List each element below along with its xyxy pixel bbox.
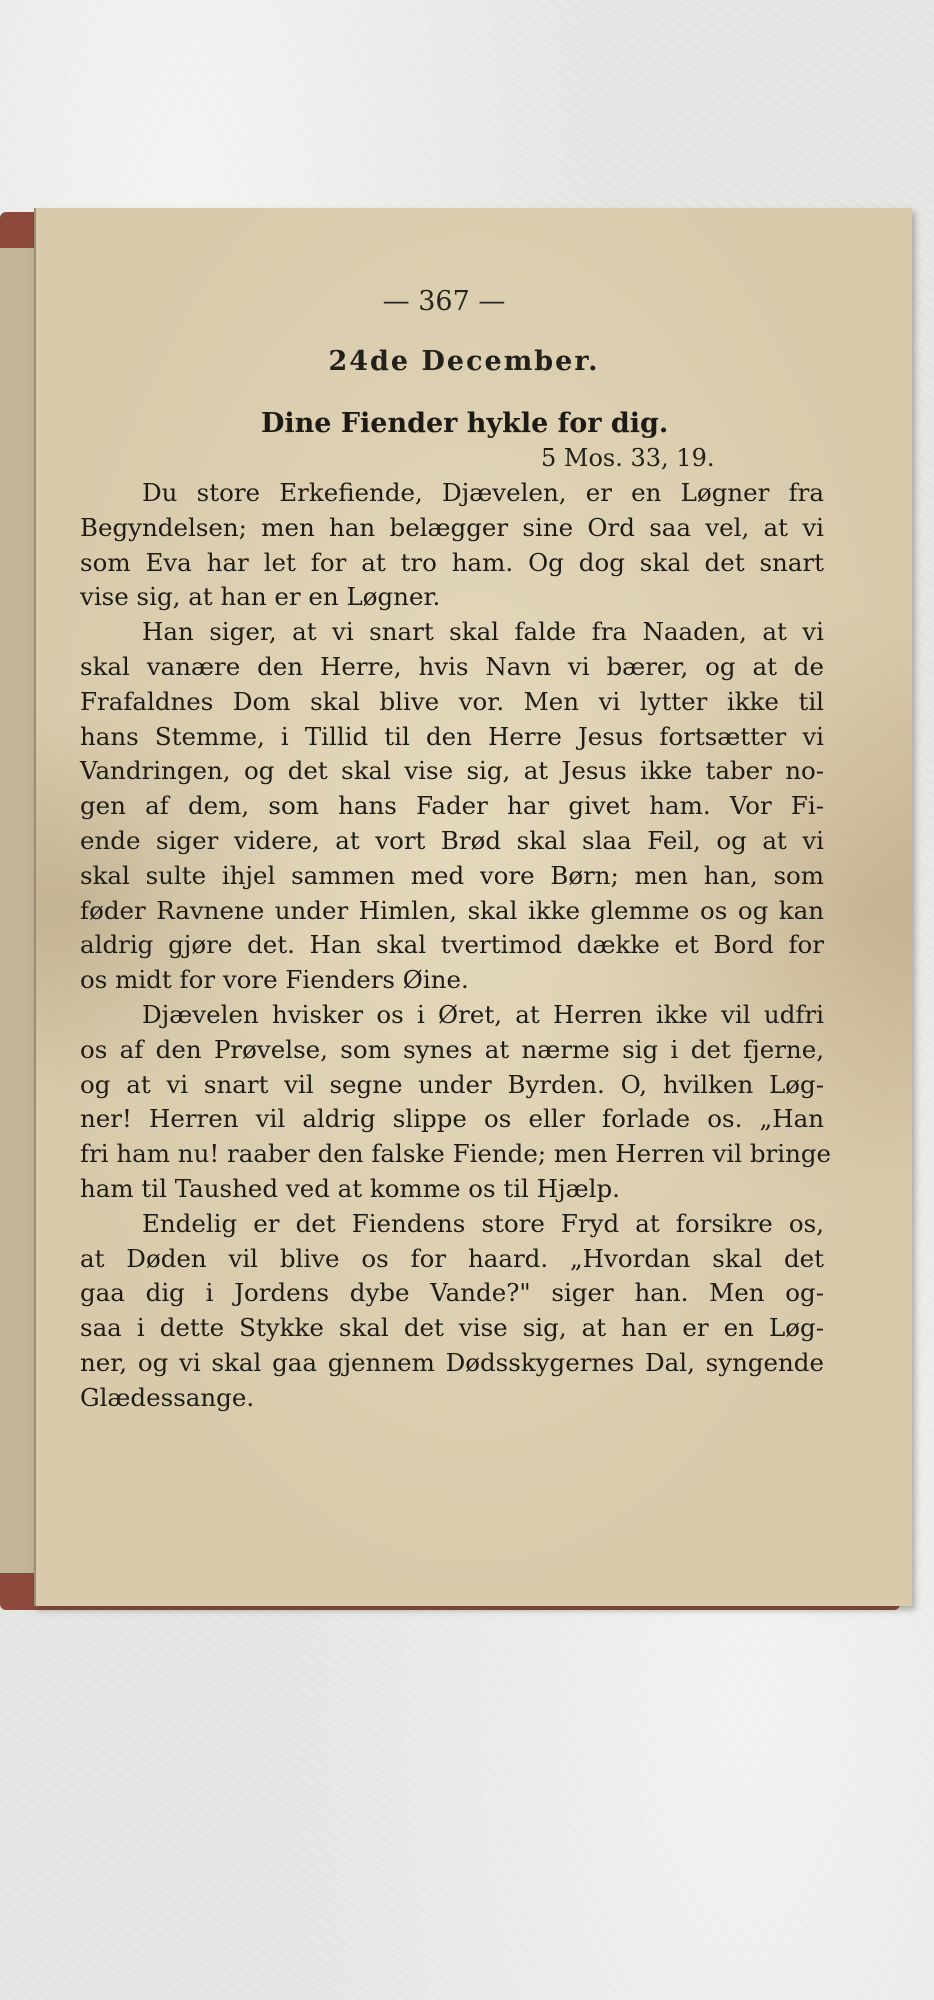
text-line: skal vanære den Herre, hvis Navn vi bærer, og at de	[80, 651, 824, 681]
paragraph-3	[80, 998, 832, 1207]
text-line: føder Ravnene under Himlen, skal ikke glemme os og kan	[80, 895, 824, 925]
text-line: Glædessange.	[80, 1382, 255, 1412]
text-line: fri ham nu! raaber den falske Fiende; men Herren vil bringe	[80, 1139, 832, 1169]
text-line: ner, og vi skal gaa gjennem Dødsskygernes Dal, syngende	[80, 1347, 824, 1377]
text-line: os af den Prøvelse, som synes at nærme sig i det fjerne,	[80, 1034, 824, 1064]
text-line: at Døden vil blive os for haard. „Hvordan skal det	[80, 1243, 824, 1273]
text-line: saa i dette Stykke skal det vise sig, at han er en Løg-	[80, 1313, 824, 1343]
text-line: Frafaldnes Dom skal blive vor. Men vi lytter ikke til	[80, 686, 824, 716]
date-heading	[36, 346, 912, 377]
text-line: os midt for vore Fienders Øine.	[80, 965, 469, 995]
text-line: ham til Taushed ved at komme os til Hjælp.	[80, 1173, 620, 1203]
text-line: Endelig er det Fiendens store Fryd at forsikre os,	[142, 1208, 824, 1238]
page-number-text: — 367 —	[382, 286, 506, 317]
text-line: Begyndelsen; men han belægger sine Ord saa vel, at vi	[80, 512, 824, 542]
page-number	[36, 286, 912, 317]
text-line: som Eva har let for at tro ham. Og dog skal det snart	[80, 547, 824, 577]
text-line: aldrig gjøre det. Han skal tvertimod dække et Bord for	[80, 930, 824, 960]
paragraph-1	[80, 476, 824, 615]
body-text	[80, 476, 832, 1416]
scripture-reference: 5 Mos. 33, 19.	[541, 444, 715, 472]
text-line: Du store Erkefiende, Djævelen, er en Løgner fra	[142, 478, 824, 507]
text-line: vise sig, at han er en Løgner.	[80, 582, 441, 612]
devotion-title: Dine Fiender hykle for dig.	[261, 408, 669, 439]
text-line: ende siger videre, at vort Brød skal slaa Feil, og at vi	[80, 825, 824, 855]
left-page-edge	[0, 248, 36, 1573]
paragraph-2	[80, 615, 824, 998]
text-line: skal sulte ihjel sammen med vore Børn; men han, som	[80, 860, 824, 890]
text-line: Vandringen, og det skal vise sig, at Jesus ikke taber no-	[80, 756, 824, 786]
text-line: ner! Herren vil aldrig slippe os eller forlade os. „Han	[80, 1104, 824, 1134]
date-heading-text: 24de December.	[328, 346, 600, 377]
text-line: gen af dem, som hans Fader har givet ham. Vor Fi-	[80, 791, 824, 821]
text-line: Han siger, at vi snart skal falde fra Naaden, at vi	[142, 617, 824, 647]
paragraph-4	[80, 1207, 824, 1416]
text-line: gaa dig i Jordens dybe Vande?" siger han. Men og-	[80, 1278, 824, 1308]
text-line: hans Stemme, i Tillid til den Herre Jesus fortsætter vi	[80, 721, 824, 751]
text-line: Djævelen hvisker os i Øret, at Herren ikke vil udfri	[142, 999, 824, 1029]
book-page	[34, 208, 912, 1606]
text-line: og at vi snart vil segne under Byrden. O, hvilken Løg-	[80, 1069, 824, 1099]
